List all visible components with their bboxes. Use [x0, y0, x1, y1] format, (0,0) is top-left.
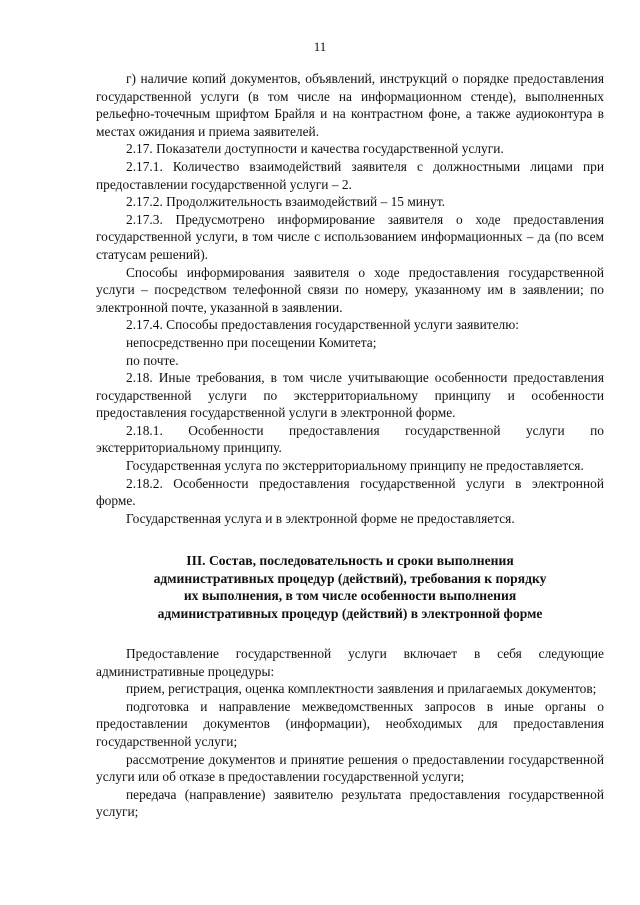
paragraph-in-person: непосредственно при посещении Комитета;	[126, 334, 377, 350]
body-text-top	[96, 70, 604, 527]
paragraph-braille-materials: г) наличие копий документов, объявлений, инструкций о порядке предоставления государственной услуги (в том числе на информационном стенде), выполненных рельефно-точечным шрифтом Брайля и на контрастном фоне, а также аудиоконтура в местах ожидания и приема заявителей.	[96, 71, 604, 139]
paragraph-2-17-4: 2.17.4. Способы предоставления государственной услуги заявителю:	[126, 317, 519, 333]
paragraph-2-17-2: 2.17.2. Продолжительность взаимодействий – 15 минут.	[126, 194, 446, 210]
paragraph-interagency-requests: подготовка и направление межведомственных запросов в иные органы о предоставлении документов (информации), необходимых для предоставления государственной услуги;	[96, 698, 604, 749]
paragraph-2-17-3: 2.17.3. Предусмотрено информирование заявителя о ходе предоставления государственной услуги, в том числе с использованием информационных – да (по всем статусам решений).	[96, 211, 604, 262]
paragraph-review-decision: рассмотрение документов и принятие решения о предоставлении государственной услуги или об отказе в предоставлении государственной услуги;	[96, 751, 604, 785]
paragraph-result-transfer: передача (направление) заявителю результата предоставления государственной услуги;	[96, 786, 604, 820]
section-heading-line-4: административных процедур (действий) в электронной форме	[157, 605, 543, 621]
paragraph-procedures-intro: Предоставление государственной услуги включает в себя следующие административные процедуры:	[96, 646, 604, 679]
section-heading-line-2: административных процедур (действий), требования к порядку	[153, 570, 547, 586]
paragraph-2-17: 2.17. Показатели доступности и качества государственной услуги.	[126, 141, 504, 157]
paragraph-informing-methods: Способы информирования заявителя о ходе предоставления государственной услуги – посредством телефонной связи по номеру, указанному им в заявлении; по электронной почте, указанной в заявлении.	[96, 264, 604, 315]
paragraph-reception-registration: прием, регистрация, оценка комплектности заявления и прилагаемых документов;	[126, 681, 597, 697]
section-heading-line-1: III. Состав, последовательность и сроки выполнения	[186, 553, 514, 568]
section-heading	[96, 552, 604, 622]
section-heading-line-3: их выполнения, в том числе особенности выполнения	[183, 588, 517, 604]
paragraph-2-17-1: 2.17.1. Количество взаимодействий заявителя с должностными лицами при предоставлении государственной услуги – 2.	[96, 158, 604, 192]
paragraph-2-18: 2.18. Иные требования, в том числе учитывающие особенности предоставления государственной услуги по экстерриториальному принципу и особенности предоставления государственной услуги в электронной форме.	[96, 370, 604, 421]
paragraph-electronic-not-provided: Государственная услуга и в электронной форме не предоставляется.	[126, 510, 515, 526]
paragraph-2-18-1: 2.18.1. Особенности предоставления государственной услуги по экстерриториальному принципу.	[96, 422, 604, 456]
paragraph-by-mail: по почте.	[126, 352, 179, 368]
page-number: 11	[313, 39, 327, 54]
body-text-bottom	[96, 645, 604, 821]
paragraph-extraterritorial: Государственная услуга по экстерриториальному принципу не предоставляется.	[126, 458, 584, 474]
paragraph-2-18-2: 2.18.2. Особенности предоставления государственной услуги в электронной форме.	[96, 475, 604, 509]
